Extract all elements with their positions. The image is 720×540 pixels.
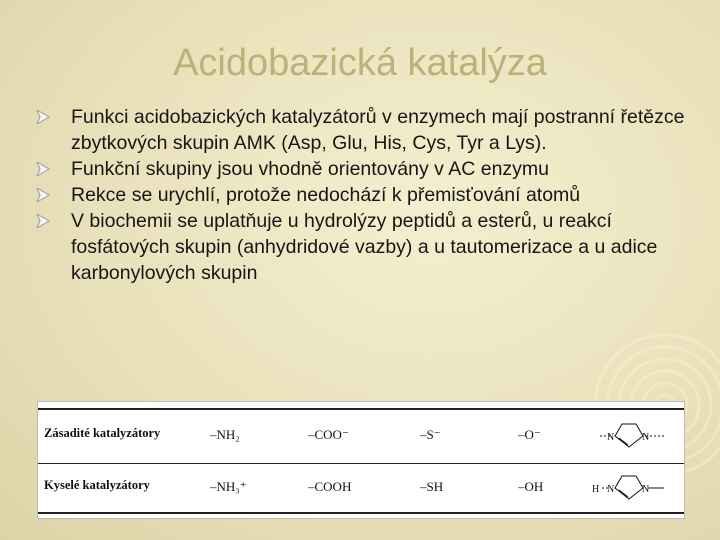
group-cell: –O⁻ bbox=[518, 427, 541, 442]
arrowhead-bullet-icon bbox=[36, 188, 50, 202]
imidazolium-left-atom: H bbox=[592, 484, 600, 495]
bullet-item bbox=[36, 208, 686, 286]
group-cell: –COOH bbox=[308, 479, 352, 494]
imidazole-structure-icon bbox=[598, 416, 668, 456]
bullet-text: V biochemii se uplatňuje u hydrolýzy peptidů a esterů, u reakcí fosfátových skupin (anhydridové vazby) a u tautomerizace a u adice karbonylových skupin bbox=[71, 210, 658, 284]
imidazole-right-atom: N bbox=[642, 432, 650, 443]
table-middle-rule bbox=[38, 463, 684, 464]
table-bottom-rule bbox=[38, 512, 684, 514]
arrowhead-bullet-icon bbox=[36, 162, 50, 176]
imidazolium-n-atom: N bbox=[607, 484, 615, 495]
group-cell: –OH bbox=[518, 479, 544, 494]
row-label-acidic: Kyselé katalyzátory bbox=[44, 478, 150, 492]
arrowhead-bullet-icon bbox=[36, 214, 50, 228]
bullet-list bbox=[36, 104, 686, 286]
table-top-rule bbox=[38, 408, 684, 410]
bullet-text: Rekce se urychlí, protože nedochází k přemisťování atomů bbox=[71, 184, 581, 206]
imidazole-left-atom: N bbox=[607, 432, 615, 443]
slide-title: Acidobazická katalýza bbox=[173, 42, 547, 84]
bullet-text: Funkci acidobazických katalyzátorů v enzymech mají postranní řetězce zbytkových skupin AMK (Asp, Glu, His, Cys, Tyr a Lys). bbox=[71, 106, 685, 154]
group-cell: –NH₃⁺ bbox=[210, 479, 247, 494]
bullet-text: Funkční skupiny jsou vhodně orientovány v AC enzymu bbox=[71, 158, 550, 180]
group-cell: –NH₂ bbox=[210, 427, 240, 442]
imidazolium-right-atom: N bbox=[642, 484, 650, 495]
bullet-item bbox=[36, 104, 686, 156]
catalyst-table bbox=[37, 401, 685, 519]
row-label-basic: Zásadité katalyzátory bbox=[44, 426, 161, 440]
group-cell: –S⁻ bbox=[420, 427, 441, 442]
group-cell: –COO⁻ bbox=[308, 427, 349, 442]
imidazolium-structure-icon bbox=[590, 468, 670, 508]
arrowhead-bullet-icon bbox=[36, 110, 50, 124]
bullet-item bbox=[36, 156, 686, 182]
bullet-item bbox=[36, 182, 686, 208]
group-cell: –SH bbox=[420, 479, 444, 494]
